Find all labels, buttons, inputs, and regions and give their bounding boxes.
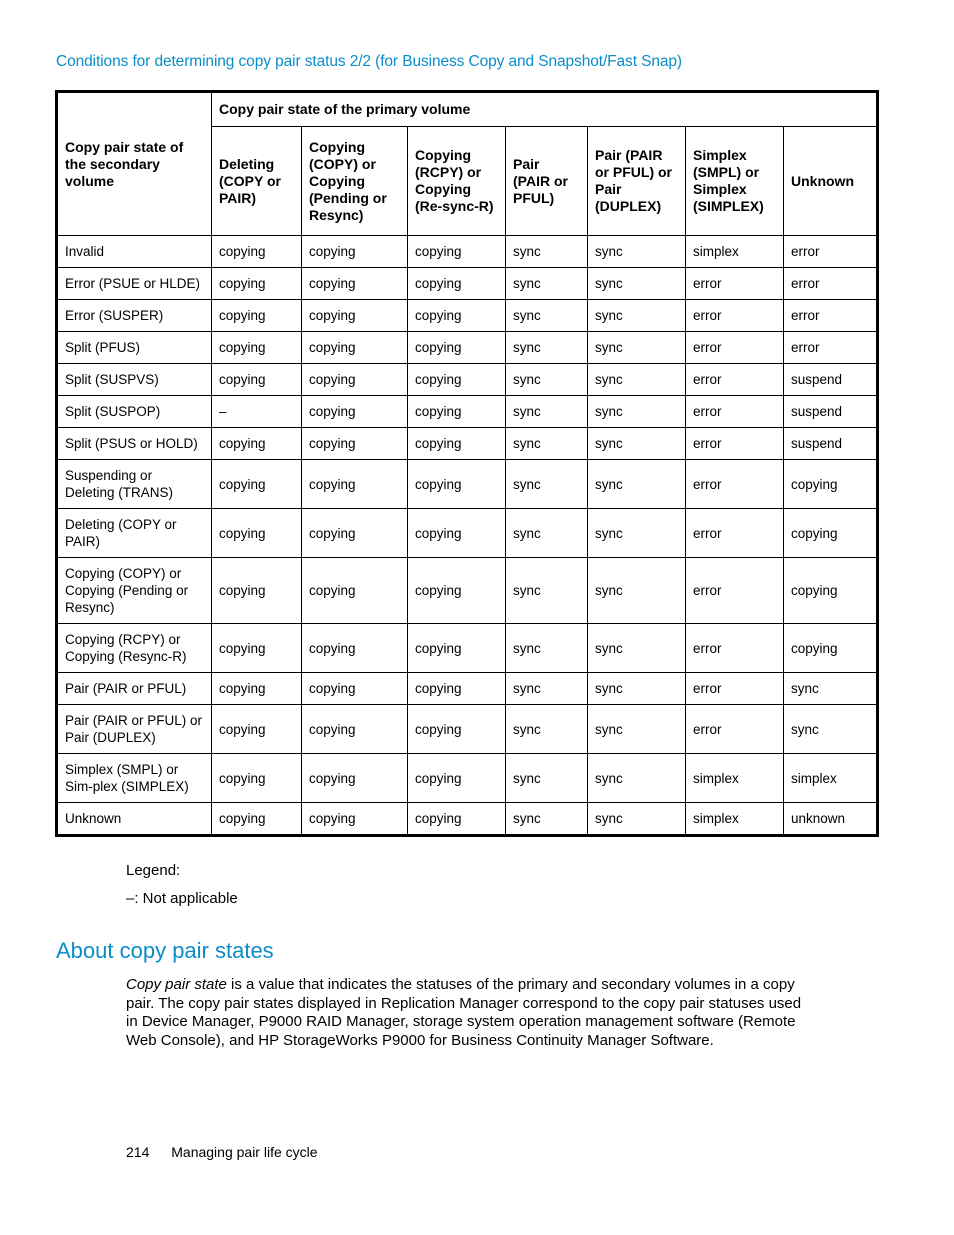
table-cell: error (686, 364, 784, 396)
page-number: 214 (126, 1144, 150, 1160)
table-cell: copying (302, 558, 408, 624)
table-cell: copying (212, 673, 302, 705)
row-label: Error (PSUE or HLDE) (57, 268, 212, 300)
paragraph-body: is a value that indicates the statuses of the primary and secondary volumes in a copy pair. The copy pair states displayed in Replication Manager correspond to the copy pair statuses used in Device Manager, P9000 RAID Manager, storage system operation management software (Remote Web Console), and HP StorageWorks P9000 for Business Continuity Manager Software. (126, 976, 802, 1049)
term-copy-pair-state: Copy pair state (126, 976, 227, 993)
legend-item: –: Not applicable (126, 890, 238, 907)
column-header: Pair (PAIR or PFUL) or Pair (DUPLEX) (588, 127, 686, 236)
column-header: Deleting (COPY or PAIR) (212, 127, 302, 236)
table-cell: copying (212, 460, 302, 509)
table-cell: error (784, 236, 878, 268)
row-label: Pair (PAIR or PFUL) or Pair (DUPLEX) (57, 705, 212, 754)
table-cell: sync (506, 460, 588, 509)
table-row (57, 509, 878, 558)
table-cell: copying (212, 803, 302, 836)
table-cell: sync (784, 673, 878, 705)
table-cell: suspend (784, 396, 878, 428)
table-cell: sync (588, 754, 686, 803)
column-header: Copying (RCPY) or Copying (Re-sync-R) (408, 127, 506, 236)
table-cell: copying (302, 673, 408, 705)
table-cell: sync (506, 428, 588, 460)
row-label: Copying (COPY) or Copying (Pending or Resync) (57, 558, 212, 624)
column-header: Simplex (SMPL) or Simplex (SIMPLEX) (686, 127, 784, 236)
table-cell: sync (588, 705, 686, 754)
row-label: Copying (RCPY) or Copying (Resync-R) (57, 624, 212, 673)
table-cell: copying (212, 332, 302, 364)
table-cell: error (784, 268, 878, 300)
table-cell: sync (588, 396, 686, 428)
table-cell: copying (784, 460, 878, 509)
table-cell: copying (408, 300, 506, 332)
table-cell: copying (408, 624, 506, 673)
column-header: Copying (COPY) or Copying (Pending or Resync) (302, 127, 408, 236)
table-cell: suspend (784, 364, 878, 396)
table-cell: sync (506, 364, 588, 396)
row-label: Split (SUSPVS) (57, 364, 212, 396)
row-label: Error (SUSPER) (57, 300, 212, 332)
table-row (57, 754, 878, 803)
table-cell: error (686, 428, 784, 460)
table-cell: suspend (784, 428, 878, 460)
table-cell: sync (588, 558, 686, 624)
table-cell: unknown (784, 803, 878, 836)
table-cell: error (686, 673, 784, 705)
table-cell: simplex (784, 754, 878, 803)
table-cell: copying (302, 509, 408, 558)
table-cell: sync (506, 396, 588, 428)
column-header: Unknown (784, 127, 878, 236)
table-cell: sync (506, 300, 588, 332)
table-cell: sync (506, 754, 588, 803)
table-cell: copying (212, 364, 302, 396)
table-cell: error (686, 396, 784, 428)
row-label: Pair (PAIR or PFUL) (57, 673, 212, 705)
table-cell: simplex (686, 754, 784, 803)
table-caption: Conditions for determining copy pair status 2/2 (for Business Copy and Snapshot/Fast Snap) (56, 53, 682, 70)
table-cell: error (784, 300, 878, 332)
row-label: Invalid (57, 236, 212, 268)
table-cell: copying (408, 705, 506, 754)
table-cell: copying (408, 754, 506, 803)
row-label: Simplex (SMPL) or Sim-plex (SIMPLEX) (57, 754, 212, 803)
table-cell: copying (302, 460, 408, 509)
table-cell: simplex (686, 236, 784, 268)
corner-header: Copy pair state of the secondary volume (57, 92, 212, 236)
section-paragraph (126, 976, 816, 1050)
table-cell: – (212, 396, 302, 428)
row-label: Split (PSUS or HOLD) (57, 428, 212, 460)
table-cell: simplex (686, 803, 784, 836)
table-cell: sync (506, 803, 588, 836)
chapter-title: Managing pair life cycle (171, 1144, 318, 1160)
table-cell: copying (408, 268, 506, 300)
table-cell: sync (588, 673, 686, 705)
table-cell: sync (588, 236, 686, 268)
table-cell: copying (302, 332, 408, 364)
table-cell: sync (588, 268, 686, 300)
row-label: Deleting (COPY or PAIR) (57, 509, 212, 558)
table-cell: copying (408, 558, 506, 624)
table-cell: copying (302, 268, 408, 300)
table-cell: sync (506, 332, 588, 364)
table-cell: copying (302, 754, 408, 803)
table-cell: sync (506, 673, 588, 705)
table-cell: copying (212, 428, 302, 460)
table-row (57, 332, 878, 364)
table-cell: copying (408, 396, 506, 428)
table-cell: copying (212, 624, 302, 673)
table-cell: copying (212, 705, 302, 754)
table-cell: copying (302, 428, 408, 460)
table-cell: copying (408, 803, 506, 836)
table-cell: error (686, 460, 784, 509)
table-row (57, 396, 878, 428)
table-cell: sync (588, 364, 686, 396)
copy-pair-status-table (55, 90, 879, 837)
table-cell: error (686, 332, 784, 364)
table-cell: copying (784, 509, 878, 558)
row-label: Split (SUSPOP) (57, 396, 212, 428)
table-cell: copying (408, 332, 506, 364)
table-cell: sync (588, 509, 686, 558)
table-cell: copying (212, 754, 302, 803)
table-cell: copying (212, 509, 302, 558)
table-cell: sync (784, 705, 878, 754)
table-cell: copying (302, 624, 408, 673)
table-cell: sync (506, 705, 588, 754)
table-row (57, 460, 878, 509)
table-row (57, 428, 878, 460)
column-header: Pair (PAIR or PFUL) (506, 127, 588, 236)
table-cell: copying (784, 558, 878, 624)
table-cell: error (686, 558, 784, 624)
table-cell: copying (784, 624, 878, 673)
table-cell: error (686, 509, 784, 558)
table-cell: sync (588, 624, 686, 673)
table-cell: copying (302, 300, 408, 332)
table-cell: copying (212, 236, 302, 268)
table-cell: copying (408, 364, 506, 396)
table-cell: sync (506, 624, 588, 673)
table-cell: copying (408, 460, 506, 509)
row-label: Unknown (57, 803, 212, 836)
page-footer (126, 1144, 318, 1160)
table-cell: sync (506, 268, 588, 300)
group-header: Copy pair state of the primary volume (212, 92, 878, 127)
table-cell: sync (506, 509, 588, 558)
table-cell: copying (408, 673, 506, 705)
table-cell: copying (408, 509, 506, 558)
table-row (57, 236, 878, 268)
section-title: About copy pair states (56, 938, 274, 963)
table-cell: copying (408, 236, 506, 268)
table-cell: sync (588, 428, 686, 460)
table-cell: sync (588, 300, 686, 332)
table-cell: copying (302, 236, 408, 268)
table-cell: copying (212, 558, 302, 624)
table-row (57, 624, 878, 673)
table-cell: sync (588, 803, 686, 836)
table-row (57, 268, 878, 300)
table-cell: error (686, 268, 784, 300)
legend-title: Legend: (126, 862, 181, 879)
table-cell: error (784, 332, 878, 364)
table-row (57, 300, 878, 332)
table-cell: copying (302, 803, 408, 836)
table-row (57, 803, 878, 836)
table-row (57, 558, 878, 624)
table-cell: error (686, 624, 784, 673)
table-cell: sync (506, 236, 588, 268)
table-row (57, 364, 878, 396)
table-cell: sync (588, 332, 686, 364)
table-row (57, 705, 878, 754)
row-label: Split (PFUS) (57, 332, 212, 364)
table-row (57, 673, 878, 705)
table-cell: error (686, 300, 784, 332)
row-label: Suspending or Deleting (TRANS) (57, 460, 212, 509)
table-cell: error (686, 705, 784, 754)
table-cell: sync (506, 558, 588, 624)
table-cell: copying (302, 364, 408, 396)
table-cell: copying (408, 428, 506, 460)
table-cell: copying (212, 268, 302, 300)
table-cell: copying (302, 396, 408, 428)
table-cell: copying (212, 300, 302, 332)
table-cell: copying (302, 705, 408, 754)
table-cell: sync (588, 460, 686, 509)
